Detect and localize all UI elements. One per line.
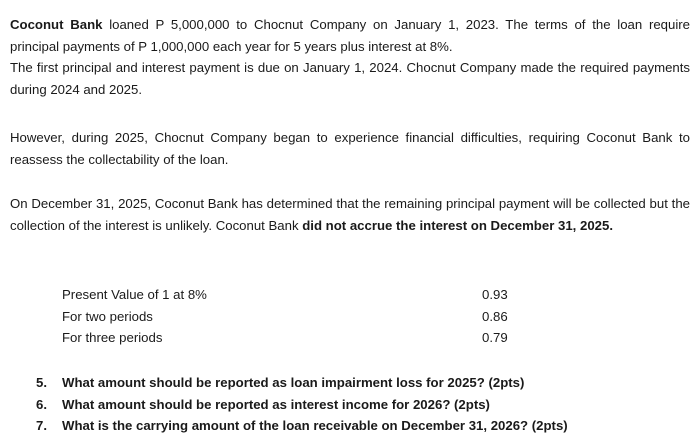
question-text: What amount should be reported as interest income for 2026? (2pts) — [62, 396, 490, 412]
paragraph-determination — [10, 193, 690, 236]
question-text: What amount should be reported as loan impairment loss for 2025? (2pts) — [62, 375, 525, 390]
pv-label: For two periods — [62, 308, 153, 324]
table-row — [62, 306, 522, 328]
question-number: 5. — [36, 375, 47, 390]
table-row — [62, 284, 522, 306]
list-item — [36, 372, 676, 394]
pv-value: 0.86 — [482, 308, 508, 324]
loan-terms-text: loaned P 5,000,000 to Chocnut Company on January 1, 2023. The terms of the loan require principal payments of P 1,000,000 each year for 5 years plus interest at 8%. — [10, 17, 691, 54]
difficulty-text: However, during 2025, Chocnut Company began to experience financial difficulties, requiring Coconut Bank to reassess the collectability of the loan. — [10, 130, 690, 167]
determination-text: On December 31, 2025, Coconut Bank has determined that the remaining principal payment will be collected but the collection of the interest is unlikely. Coconut Bank — [10, 196, 690, 233]
pv-label: For three periods — [62, 330, 163, 345]
question-number: 7. — [36, 418, 47, 433]
table-row — [62, 327, 522, 349]
list-item — [36, 415, 676, 437]
paragraph-financial-difficulty — [10, 127, 690, 170]
bank-name-bold: Coconut Bank — [10, 17, 103, 32]
no-accrual-bold: did not accrue the interest on December 31, 2025. — [302, 217, 613, 233]
payment-schedule-text: The first principal and interest payment is due on January 1, 2024. Chocnut Company made the required payments during 2024 and 2025. — [10, 60, 690, 97]
pv-value: 0.79 — [482, 330, 508, 345]
question-number: 6. — [36, 396, 47, 412]
pv-value: 0.93 — [482, 287, 508, 302]
present-value-table — [62, 284, 522, 349]
question-text: What is the carrying amount of the loan receivable on December 31, 2026? (2pts) — [62, 418, 568, 433]
pv-label: Present Value of 1 at 8% — [62, 287, 207, 302]
paragraph-loan-terms — [10, 14, 690, 100]
list-item — [36, 394, 676, 416]
question-list — [36, 372, 676, 437]
